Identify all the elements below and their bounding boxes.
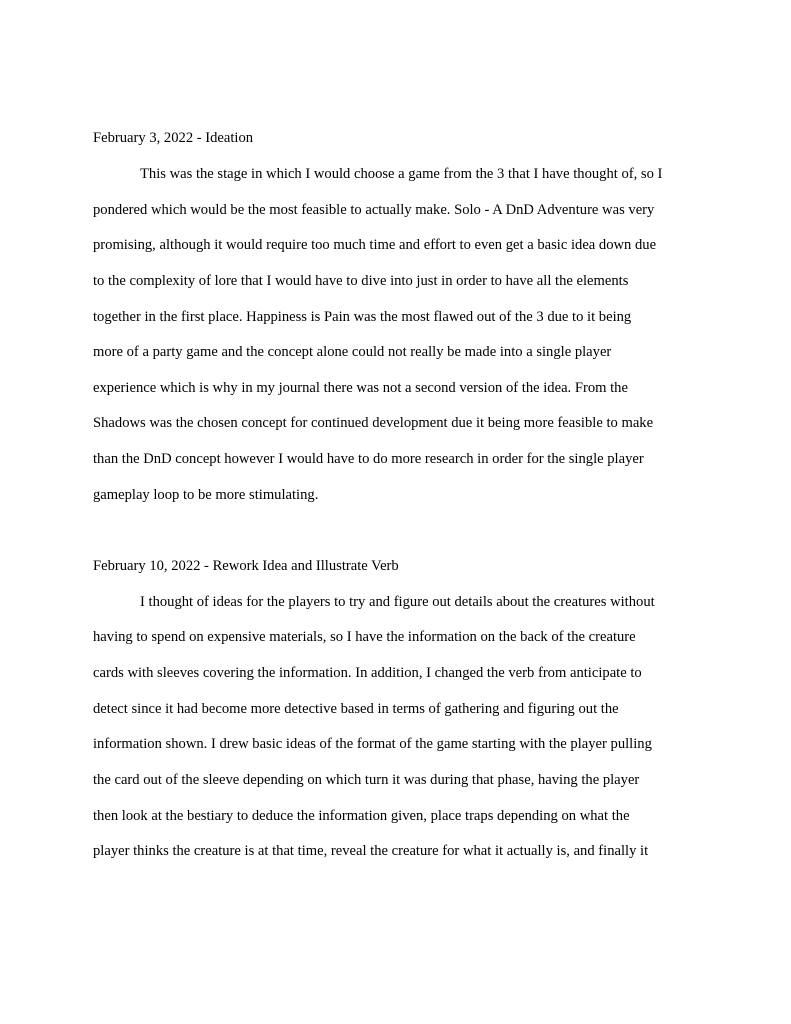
paragraph-line: detect since it had become more detective based in terms of gathering and figuring out the [93, 701, 619, 717]
paragraph-line: gameplay loop to be more stimulating. [93, 487, 319, 503]
paragraph-line: Shadows was the chosen concept for continued development due it being more feasible to make [93, 415, 654, 431]
paragraph-line: together in the first place. Happiness is Pain was the most flawed out of the 3 due to it being [93, 309, 632, 325]
paragraph-line: information shown. I drew basic ideas of the format of the game starting with the player pulling [93, 736, 652, 752]
entry-heading: February 3, 2022 - Ideation [93, 130, 254, 146]
paragraph-line: experience which is why in my journal there was not a second version of the idea. From the [93, 380, 628, 396]
paragraph-line: the card out of the sleeve depending on which turn it was during that phase, having the player [93, 772, 640, 788]
paragraph-line: then look at the bestiary to deduce the information given, place traps depending on what the [93, 808, 630, 824]
paragraph-line: player thinks the creature is at that time, reveal the creature for what it actually is, and finally it [93, 843, 649, 859]
paragraph-line: pondered which would be the most feasible to actually make. Solo - A DnD Adventure was very [93, 202, 655, 218]
paragraph-line: This was the stage in which I would choose a game from the 3 that I have thought of, so I [140, 166, 663, 182]
paragraph-line: having to spend on expensive materials, so I have the information on the back of the creature [93, 629, 636, 645]
paragraph-line: to the complexity of lore that I would have to dive into just in order to have all the elements [93, 273, 629, 289]
entry-heading: February 10, 2022 - Rework Idea and Illustrate Verb [93, 558, 399, 574]
paragraph-line: cards with sleeves covering the information. In addition, I changed the verb from anticipate to [93, 665, 642, 681]
paragraph-line: I thought of ideas for the players to try and figure out details about the creatures without [140, 594, 655, 610]
paragraph-line: promising, although it would require too much time and effort to even get a basic idea down due [93, 237, 657, 253]
paragraph-line: more of a party game and the concept alone could not really be made into a single player [93, 344, 612, 360]
paragraph-line: than the DnD concept however I would have to do more research in order for the single player [93, 451, 644, 467]
